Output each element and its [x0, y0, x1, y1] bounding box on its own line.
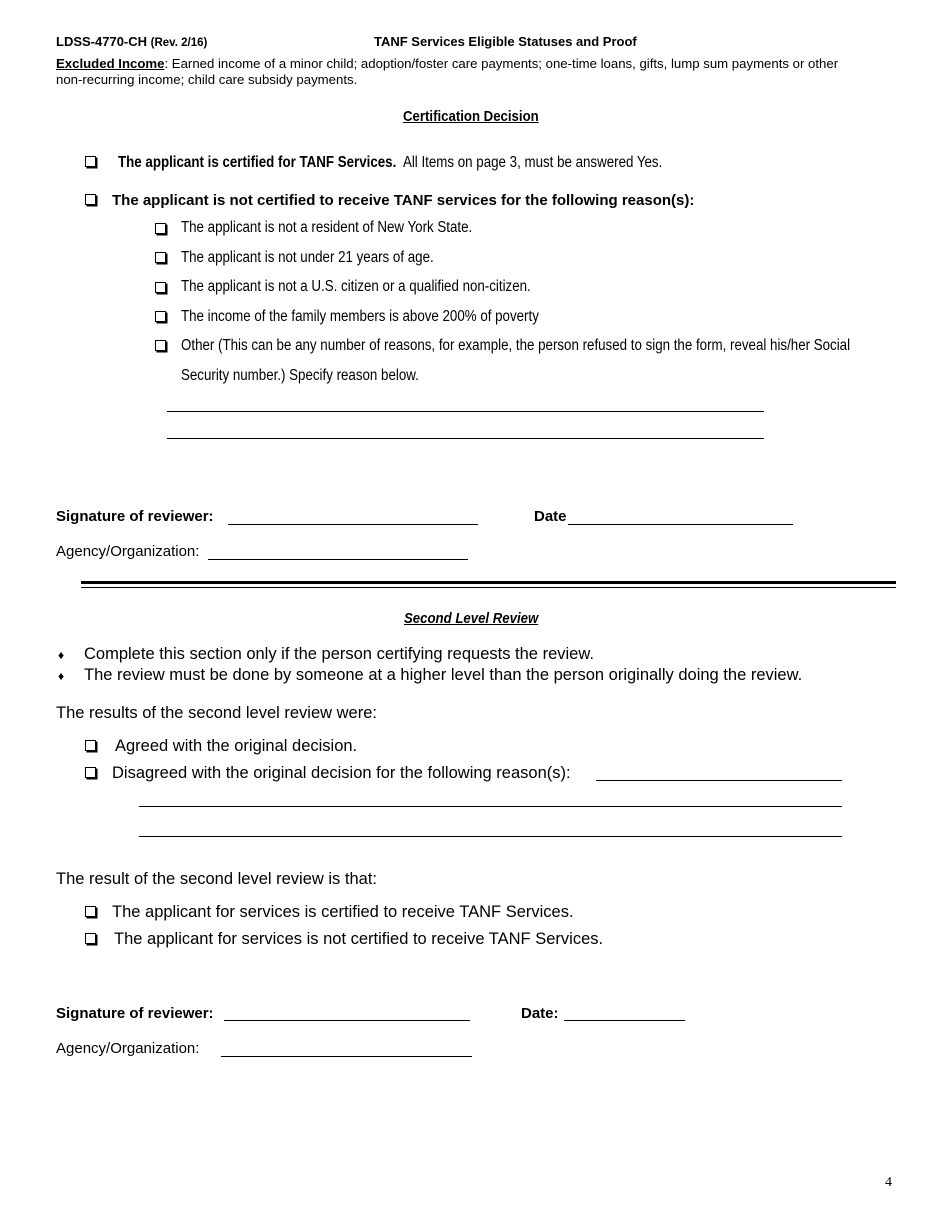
certified-option-rest: All Items on page 3, must be answered Yes.	[402, 154, 663, 171]
certified-option	[118, 154, 662, 172]
second-signature-line[interactable]	[224, 1020, 470, 1021]
result-intro: The result of the second level review is that:	[56, 870, 377, 888]
second-date-label: Date:	[521, 1005, 559, 1022]
excluded-income-line2: non-recurring income; child care subsidy payments.	[56, 72, 358, 87]
excluded-income-text: : Earned income of a minor child; adoption/foster care payments; one-time loans, gifts, lump sum payments or other	[164, 56, 839, 71]
form-title: TANF Services Eligible Statuses and Proof	[374, 34, 637, 49]
date-line[interactable]	[568, 524, 793, 525]
reason-other-continued: Security number.) Specify reason below.	[181, 367, 419, 384]
reason-checkbox-income[interactable]	[155, 311, 166, 322]
signature-line[interactable]	[228, 524, 478, 525]
reason-checkbox-citizen[interactable]	[155, 282, 166, 293]
second-not-certified-option: The applicant for services is not certified to receive TANF Services.	[114, 930, 604, 948]
page-number: 4	[885, 1175, 892, 1190]
reason-checkbox-resident[interactable]	[155, 223, 166, 234]
second-agency-line[interactable]	[221, 1056, 472, 1057]
excluded-income-label: Excluded Income	[56, 56, 165, 71]
reason-citizen: The applicant is not a U.S. citizen or a qualified non-citizen.	[181, 278, 531, 295]
second-signature-label: Signature of reviewer:	[56, 1005, 214, 1022]
disagree-reason-line-2[interactable]	[139, 806, 842, 807]
agency-label: Agency/Organization:	[56, 543, 200, 560]
other-reason-line-1[interactable]	[167, 411, 764, 412]
reason-resident: The applicant is not a resident of New York State.	[181, 219, 473, 236]
certification-heading: Certification Decision	[403, 108, 539, 125]
second-agency-label: Agency/Organization:	[56, 1040, 200, 1057]
reason-checkbox-other[interactable]	[155, 340, 166, 351]
certified-option-bold: The applicant is certified for TANF Services.	[118, 154, 397, 171]
not-certified-checkbox[interactable]	[85, 194, 96, 205]
second-date-line[interactable]	[564, 1020, 685, 1021]
instruction-bullet-1: Complete this section only if the person certifying requests the review.	[84, 645, 594, 663]
second-certified-checkbox[interactable]	[85, 906, 96, 917]
instruction-bullet-2: The review must be done by someone at a higher level than the person originally doing the review.	[84, 666, 803, 684]
form-revision: (Rev. 2/16)	[150, 37, 208, 49]
disagreed-checkbox[interactable]	[85, 767, 96, 778]
reason-other: Other (This can be any number of reasons, for example, the person refused to sign the form, reveal his/her Social	[181, 337, 851, 354]
agreed-checkbox[interactable]	[85, 740, 96, 751]
agency-line[interactable]	[208, 559, 468, 560]
excluded-income-line1	[56, 56, 838, 71]
second-level-heading: Second Level Review	[404, 610, 539, 627]
form-number: LDSS-4770-CH (Rev. 2/16)	[56, 34, 208, 49]
section-divider-thin	[81, 587, 896, 588]
bullet-diamond-icon: ♦	[58, 648, 65, 662]
signature-label: Signature of reviewer:	[56, 508, 214, 525]
second-certified-option: The applicant for services is certified to receive TANF Services.	[112, 903, 574, 921]
disagree-reason-line-3[interactable]	[139, 836, 842, 837]
disagree-reason-line-1[interactable]	[596, 780, 842, 781]
certified-checkbox[interactable]	[85, 156, 96, 167]
results-intro: The results of the second level review were:	[56, 704, 377, 722]
second-not-certified-checkbox[interactable]	[85, 933, 96, 944]
other-reason-line-2[interactable]	[167, 438, 764, 439]
section-divider-thick	[81, 581, 896, 584]
reason-age: The applicant is not under 21 years of age.	[181, 249, 434, 266]
reason-income: The income of the family members is above 200% of poverty	[181, 308, 539, 325]
date-label: Date	[534, 508, 567, 525]
agreed-option: Agreed with the original decision.	[115, 737, 358, 755]
bullet-diamond-icon: ♦	[58, 669, 65, 683]
not-certified-option: The applicant is not certified to receive TANF services for the following reason(s):	[112, 192, 695, 209]
reason-checkbox-age[interactable]	[155, 252, 166, 263]
disagreed-option: Disagreed with the original decision for the following reason(s):	[112, 764, 571, 782]
